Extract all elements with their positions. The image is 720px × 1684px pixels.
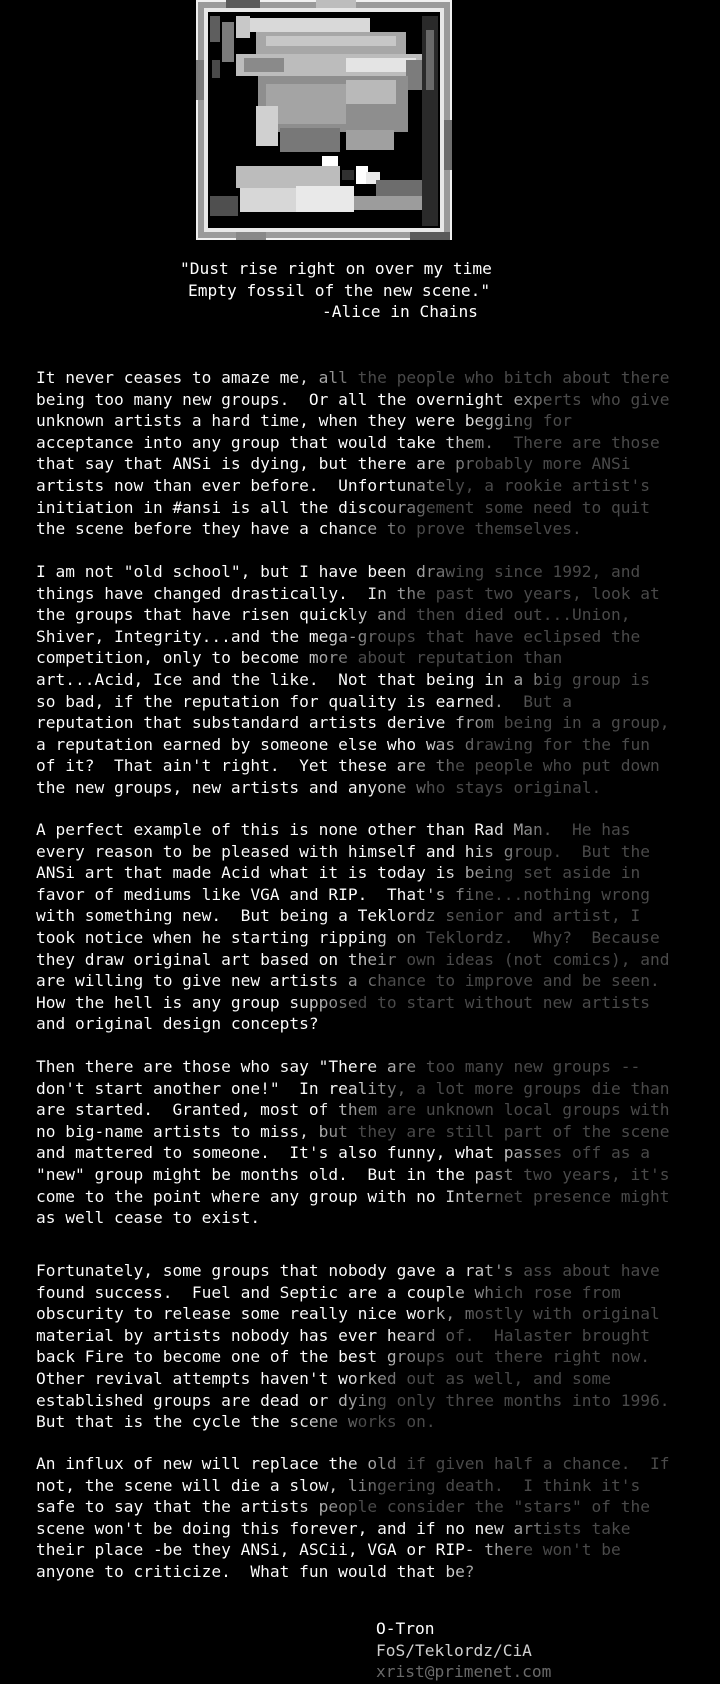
article-line: being too many new groups. Or all the overnight experts who give [36, 389, 670, 409]
article-line: are started. Granted, most of them are unknown local groups with [36, 1100, 670, 1120]
article-line: A perfect example of this is none other than Rad Man. He has [36, 820, 631, 839]
article-line: things have changed drastically. In the past two years, look at [36, 583, 660, 603]
article-line: How the hell is any group supposed to start without new artists [36, 992, 650, 1012]
article-line: initiation in #ansi is all the discouragement some need to quit [36, 497, 650, 517]
article-line: ANSi art that made Acid what it is today is being set aside in [36, 863, 641, 883]
article-line: every reason to be pleased with himself and his group. But the [36, 841, 650, 861]
article-line: art...Acid, Ice and the like. Not that being in a big group is [36, 670, 650, 689]
article-line: anyone to criticize. What fun would that be? [36, 1562, 475, 1581]
article-line: found success. Fuel and Septic are a couple which rose from [36, 1282, 621, 1302]
article-line: established groups are dead or dying only three months into 1996. [36, 1390, 670, 1410]
article-line: the groups that have risen quickly and then died out...Union, [36, 605, 631, 625]
article-line: artists now than ever before. Unfortunately, a rookie artist's [36, 476, 650, 495]
article-line: favor of mediums like VGA and RIP. That's fine...nothing wrong [36, 884, 650, 904]
article-line: Other revival attempts haven't worked out as well, and some [36, 1369, 611, 1388]
header-art [196, 0, 452, 240]
signature-groups: FoS/Teklordz/CiA [376, 1641, 532, 1660]
article-line: I am not "old school", but I have been drawing since 1992, and [36, 562, 641, 581]
article-line: competition, only to become more about reputation than [36, 648, 563, 668]
article-line: Then there are those who say "There are too many new groups -- [36, 1057, 641, 1076]
article-line: that say that ANSi is dying, but there are probably more ANSi [36, 454, 631, 474]
article-line: and original design concepts? [36, 1014, 319, 1034]
article-line: and mattered to someone. It's also funny, what passes off as a [36, 1143, 650, 1163]
quote-attribution: -Alice in Chains [322, 302, 478, 321]
article-line: unknown artists a hard time, when they were begging for [36, 411, 573, 431]
ansi-skull-icon [196, 0, 452, 240]
article-line: acceptance into any group that would take them. There are those [36, 432, 660, 452]
article-line: no big-name artists to miss, but they are still part of the scene [36, 1121, 670, 1141]
article-line: the scene before they have a chance to prove themselves. [36, 519, 582, 539]
article-line: as well cease to exist. [36, 1208, 261, 1228]
article-line: a reputation earned by someone else who was drawing for the fun [36, 734, 650, 754]
article-line: It never ceases to amaze me, all the people who bitch about there [36, 368, 670, 387]
article-line: not, the scene will die a slow, lingering death. I think it's [36, 1475, 641, 1495]
article-line: "new" group might be months old. But in the past two years, it's [36, 1165, 670, 1184]
article-line: don't start another one!" In reality, a lot more groups die than [36, 1078, 670, 1098]
article-line: back Fire to become one of the best groups out there right now. [36, 1347, 650, 1367]
article-line: the new groups, new artists and anyone who stays original. [36, 778, 602, 797]
article-line: of it? That ain't right. Yet these are the people who put down [36, 756, 660, 776]
signature-email: xrist@primenet.com [376, 1662, 552, 1681]
article-line: material by artists nobody has ever heard of. Halaster brought [36, 1325, 650, 1345]
quote-line-1: "Dust rise right on over my time [180, 259, 492, 278]
article-line: safe to say that the artists people consider the "stars" of the [36, 1497, 650, 1517]
quote-line-2: Empty fossil of the new scene." [188, 281, 491, 300]
article-line: But that is the cycle the scene works on. [36, 1412, 436, 1432]
article-line: with something new. But being a Teklordz senior and artist, I [36, 906, 641, 926]
article-line: took notice when he starting ripping on Teklordz. Why? Because [36, 928, 660, 947]
article-line: reputation that substandard artists derive from being in a group, [36, 713, 670, 733]
article-line: come to the point where any group with no Internet presence might [36, 1186, 670, 1206]
article-line: they draw original art based on their own ideas (not comics), and [36, 949, 670, 969]
signature-name: O-Tron [376, 1619, 435, 1638]
article-line: scene won't be doing this forever, and if no new artists take [36, 1518, 631, 1538]
article-line: Fortunately, some groups that nobody gave a rat's ass about have [36, 1261, 660, 1280]
article-line: so bad, if the reputation for quality is earned. But a [36, 691, 573, 711]
article-line: obscurity to release some really nice work, mostly with original [36, 1304, 660, 1324]
article-line: An influx of new will replace the old if given half a chance. If [36, 1454, 670, 1473]
article-line: Shiver, Integrity...and the mega-groups that have eclipsed the [36, 626, 641, 646]
article-line: are willing to give new artists a chance to improve and be seen. [36, 971, 660, 991]
article-line: their place -be they ANSi, ASCii, VGA or RIP- there won't be [36, 1540, 621, 1560]
